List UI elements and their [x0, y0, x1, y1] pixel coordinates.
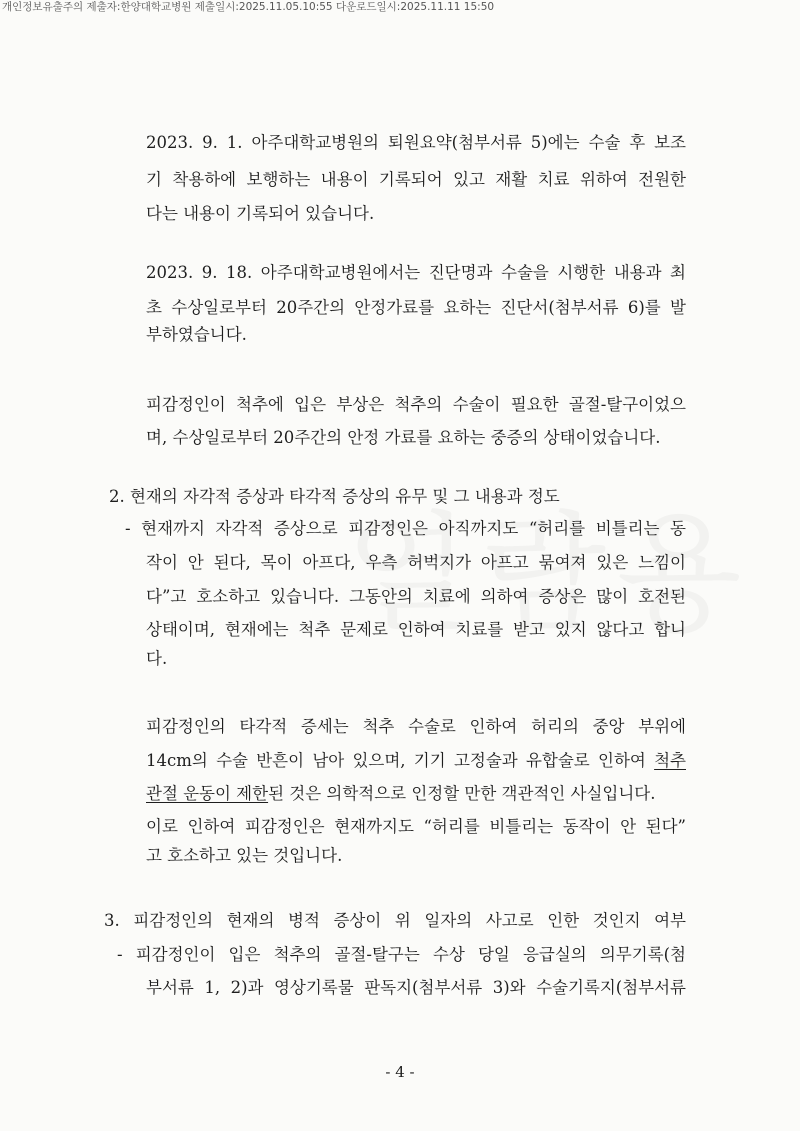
text-line: 2023. 9. 18. 아주대학교병원에서는 진단명과 수술을 시행한 내용과 최 [146, 263, 686, 282]
text-segment: 14cm의 수술 반흔이 남아 있으며, 기기 고정술과 유합술로 인하여 [146, 751, 655, 770]
text-line: 2023. 9. 1. 아주대학교병원의 퇴원요약(첨부서류 5)에는 수술 후 보조 [146, 133, 686, 152]
text-line: 다. [146, 649, 168, 668]
text-line: 다는 내용이 기록되어 있습니다. [146, 204, 375, 223]
download-watermark-header: 개인정보유출주의 제출자:한양대학교병원 제출일시:2025.11.05.10:55 다운로드일시:2025.11.11 15:50 [2, 1, 495, 13]
text-line: 며, 수상일로부터 20주간의 안정 가료를 요하는 중증의 상태이었습니다. [146, 428, 661, 447]
text-line: 고 호소하고 있는 것입니다. [146, 846, 343, 865]
underlined-text: 척추 [654, 751, 686, 770]
text-line: - 피감정인이 입은 척추의 골절-탈구는 수상 당일 응급실의 의무기록(첨 [117, 945, 686, 964]
text-line: 초 수상일로부터 20주간의 안정가료를 요하는 진단서(첨부서류 6)를 발 [146, 298, 686, 317]
text-line [146, 784, 655, 804]
text-line: 이로 인하여 피감정인은 현재까지도 “허리를 비틀리는 동작이 안 된다” [146, 817, 686, 836]
text-line: 부서류 1, 2)과 영상기록물 판독지(첨부서류 3)와 수술기록지(첨부서류 [146, 978, 686, 997]
text-line: 기 착용하에 보행하는 내용이 기록되어 있고 재활 치료 위하여 전원한 [146, 170, 686, 189]
text-line: 부하였습니다. [146, 325, 247, 344]
text-segment: 된 것은 의학적으로 인정할 만한 객관적인 사실입니다. [268, 784, 656, 803]
section-heading: 3. 피감정인의 현재의 병적 증상이 위 일자의 사고로 인한 것인지 여부 [104, 911, 686, 930]
text-line: 다”고 호소하고 있습니다. 그동안의 치료에 의하여 증상은 많이 호전된 [146, 587, 686, 606]
underlined-text: 관절 운동이 제한 [146, 784, 269, 803]
page-number: - 4 - [385, 1063, 415, 1081]
section-heading: 2. 현재의 자각적 증상과 타각적 증상의 유무 및 그 내용과 정도 [109, 487, 560, 506]
text-line [146, 751, 686, 771]
text-line: - 현재까지 자각적 증상으로 피감정인은 아직까지도 “허리를 비틀리는 동 [125, 519, 686, 538]
text-line: 피감정인이 척추에 입은 부상은 척추의 수술이 필요한 골절-탈구이었으 [146, 395, 686, 414]
text-line: 작이 안 된다, 목이 아프다, 우측 허벅지가 아프고 묶여져 있은 느낌이 [146, 553, 686, 572]
text-line: 상태이며, 현재에는 척추 문제로 인하여 치료를 받고 있지 않다고 합니 [146, 620, 686, 639]
text-line: 피감정인의 타각적 증세는 척추 수술로 인하여 허리의 중앙 부위에 [146, 717, 686, 736]
